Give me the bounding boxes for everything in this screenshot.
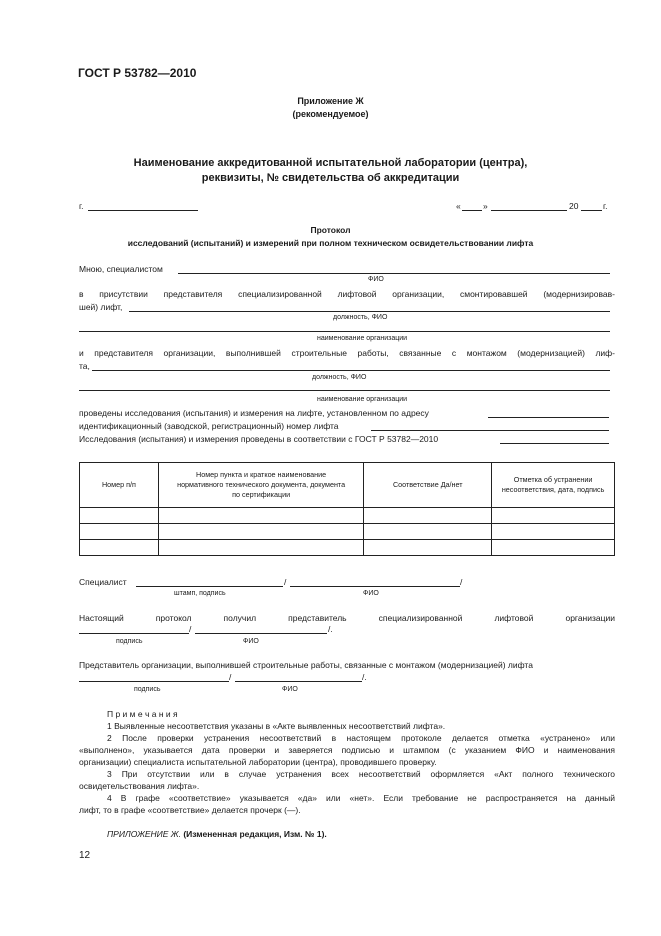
date-year-line bbox=[581, 210, 602, 211]
builder-text-1: и представителя организации, выполнившей строительные работы, связанные с монтажом (модернизацией) лиф- bbox=[79, 348, 615, 358]
org-line-1 bbox=[79, 331, 610, 332]
year-prefix: 20 bbox=[569, 201, 579, 211]
results-table bbox=[79, 462, 615, 556]
page-number: 12 bbox=[79, 850, 91, 861]
col-header-remark: Отметка об устранении несоответствия, дата, подпись bbox=[492, 463, 615, 508]
org-name-caption-2: наименование организации bbox=[317, 396, 408, 403]
position-fio-caption-2: должность, ФИО bbox=[312, 374, 367, 381]
note-3b: освидетельствования лифта». bbox=[79, 781, 200, 791]
note-2c: организации) специалиста испытательной лаборатории (центра), проводившего проверку. bbox=[79, 757, 437, 767]
builder-line bbox=[92, 370, 610, 371]
specialist-fio-line bbox=[290, 586, 460, 587]
ident-line bbox=[371, 430, 609, 431]
year-suffix: г. bbox=[603, 201, 608, 211]
col-header-number: Номер п/п bbox=[80, 463, 159, 508]
presence-text-1: в присутствии представителя специализированной лифтовой организации, смонтировавшей (модернизировав- bbox=[79, 289, 615, 299]
received-fio-line bbox=[195, 633, 327, 634]
table-row bbox=[80, 524, 615, 540]
position-fio-caption-1: должность, ФИО bbox=[333, 314, 388, 321]
stamp-sign-caption: штамп, подпись bbox=[174, 590, 226, 597]
amendment-note bbox=[107, 829, 327, 839]
address-text: проведены исследования (испытания) и измерения на лифте, установленном по адресу bbox=[79, 408, 429, 418]
conformity-line bbox=[500, 443, 609, 444]
presence-line bbox=[129, 311, 610, 312]
ident-text: идентификационный (заводской, регистрационный) номер лифта bbox=[79, 421, 339, 431]
builder-fio-line bbox=[235, 681, 362, 682]
fio-caption-1: ФИО bbox=[368, 276, 384, 283]
note-2a: 2 После проверки устранения несоответствий в настоящем протоколе делается отметка «устранено» или bbox=[107, 733, 615, 743]
col-header-clause: Номер пункта и краткое наименование нормативного технического документа, документа по сертификации bbox=[158, 463, 364, 508]
org-name-caption-1: наименование организации bbox=[317, 335, 408, 342]
received-sign-line bbox=[79, 633, 189, 634]
annex-title: Приложение Ж bbox=[297, 96, 364, 106]
sign-caption-2: подпись bbox=[134, 686, 161, 693]
builder-text-2: та, bbox=[79, 361, 90, 371]
specialist-line bbox=[178, 273, 610, 274]
address-line bbox=[488, 417, 609, 418]
city-prefix: г. bbox=[79, 201, 84, 211]
notes-title: П р и м е ч а н и я bbox=[107, 709, 178, 719]
note-1: 1 Выявленные несоответствия указаны в «Акте выявленных несоответствий лифта». bbox=[107, 721, 446, 731]
col-header-conformity: Соответствие Да/нет bbox=[364, 463, 492, 508]
table-row bbox=[80, 508, 615, 524]
builder-rep-text: Представитель организации, выполнившей строительные работы, связанные с монтажом (модернизацией) лифта bbox=[79, 660, 533, 670]
date-month-line bbox=[491, 210, 567, 211]
received-text: Настоящий протокол получил представитель специализированной лифтовой организации bbox=[79, 613, 615, 623]
city-line bbox=[88, 210, 198, 211]
specialist-sign-line bbox=[136, 586, 283, 587]
lab-name-line2: реквизиты, № свидетельства об аккредитации bbox=[201, 172, 460, 184]
date-day-line bbox=[462, 210, 482, 211]
by-specialist-label: Мною, специалистом bbox=[79, 264, 163, 274]
date-open-quote: « bbox=[456, 201, 461, 211]
note-4b: лифт, то в графе «соответствие» делается прочерк (—). bbox=[79, 805, 301, 815]
specialist-label: Специалист bbox=[79, 577, 127, 587]
amendment-italic: ПРИЛОЖЕНИЕ Ж. bbox=[107, 829, 181, 839]
builder-sign-line bbox=[79, 681, 229, 682]
date-close-quote: » bbox=[483, 201, 488, 211]
conformity-text: Исследования (испытания) и измерения проведены в соответствии с ГОСТ Р 53782—2010 bbox=[79, 434, 439, 444]
sign-caption: подпись bbox=[116, 638, 143, 645]
fio-caption-2: ФИО bbox=[363, 590, 379, 597]
note-2b: «выполнено», указывается дата проверки и заверяется подписью и штампом (с указанием ФИО и наименования bbox=[79, 745, 615, 755]
presence-text-2: шей) лифт, bbox=[79, 302, 123, 312]
protocol-subtitle: исследований (испытаний) и измерений при полном техническом освидетельствовании лифта bbox=[127, 238, 534, 248]
fio-caption-4: ФИО bbox=[282, 686, 298, 693]
table-row bbox=[80, 540, 615, 556]
standard-header: ГОСТ Р 53782—2010 bbox=[78, 66, 197, 80]
table-header-row bbox=[80, 463, 615, 508]
protocol-title: Протокол bbox=[310, 225, 351, 235]
annex-subtitle: (рекомендуемое) bbox=[292, 109, 369, 119]
lab-name-line1: Наименование аккредитованной испытательной лаборатории (центра), bbox=[133, 157, 528, 169]
note-3a: 3 При отсутствии или в случае устранения всех несоответствий оформляется «Акт полного технического bbox=[107, 769, 615, 779]
amendment-bold: (Измененная редакция, Изм. № 1). bbox=[183, 829, 327, 839]
fio-caption-3: ФИО bbox=[243, 638, 259, 645]
note-4a: 4 В графе «соответствие» указывается «да» или «нет». Если требование не распространяется на данный bbox=[107, 793, 615, 803]
org-line-2 bbox=[79, 390, 610, 391]
